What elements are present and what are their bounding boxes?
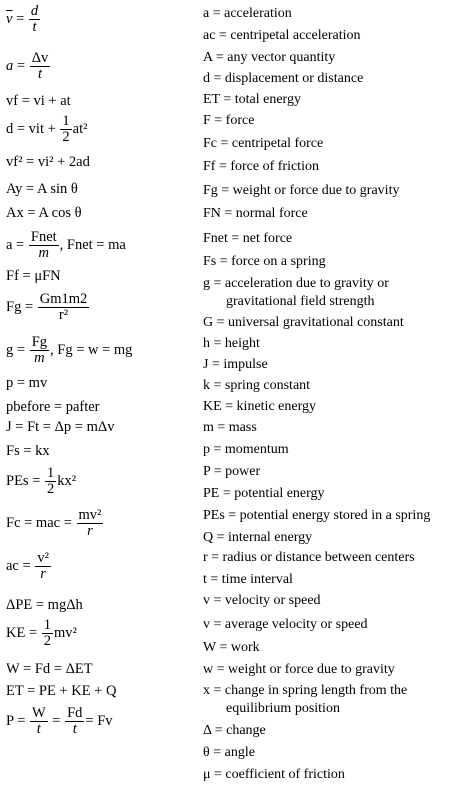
definition-item: A = any vector quantity — [203, 50, 336, 65]
definition-item-continuation: gravitational field strength — [226, 294, 375, 309]
eq-work: W = Fd = ΔET — [6, 661, 93, 677]
eq-displacement: d = vit + $\frac{1}{2}$ at² — [6, 113, 88, 146]
definition-item: r = radius or distance between centers — [203, 550, 415, 565]
definition-item: g = acceleration due to gravity or — [203, 276, 389, 291]
eq-final-velocity-squared: vf² = vi² + 2ad — [6, 154, 90, 170]
definition-item: Q = internal energy — [203, 530, 313, 545]
eq-potential-energy-change: ΔPE = mgΔh — [6, 597, 83, 613]
definition-item: x = change in spring length from the — [203, 683, 408, 698]
definition-item: PEs = potential energy stored in a spring — [203, 508, 431, 523]
definition-item: ac = centripetal acceleration — [203, 28, 361, 43]
eq-total-energy: ET = PE + KE + Q — [6, 683, 117, 699]
eq-newton-second-law: a = $\frac{\text{Fnet}}{m}$ , Fnet = ma — [6, 229, 126, 262]
eq-friction: Ff = μFN — [6, 268, 61, 284]
definition-item: d = displacement or distance — [203, 71, 364, 86]
definition-item: ET = total energy — [203, 92, 301, 107]
eq-power: P = $\frac{W}{t}$ = $\frac{Fd}{t}$ = Fv — [6, 705, 113, 738]
eq-final-velocity: vf = vi + at — [6, 93, 71, 109]
definition-item: F = force — [203, 113, 255, 128]
eq-spring-potential-energy: PEs = $\frac{1}{2}$ kx² — [6, 465, 77, 498]
definition-item: p = momentum — [203, 442, 289, 457]
definition-item: W = work — [203, 640, 260, 655]
definition-item: v = velocity or speed — [203, 593, 321, 608]
eq-average-velocity: $\overline{v}$ = $\frac{d}{t}$ — [6, 3, 39, 36]
eq-impulse: J = Ft = Δp = mΔv — [6, 419, 115, 435]
definition-item: v = average velocity or speed — [203, 617, 368, 632]
definition-item: Δ = change — [203, 723, 266, 738]
eq-gravitation: Fg = $\frac{Gm1m2}{\text{r²}}$ — [6, 291, 88, 324]
eq-vector-x-component: Ax = A cos θ — [6, 205, 82, 221]
eq-centripetal-force: Fc = mac = $\frac{\text{mv²}}{r}$ — [6, 507, 102, 540]
definition-item: Fc = centripetal force — [203, 136, 324, 151]
definition-item: m = mass — [203, 420, 257, 435]
definition-item: μ = coefficient of friction — [203, 767, 345, 782]
eq-kinetic-energy: KE = $\frac{1}{2}$ mv² — [6, 617, 77, 650]
eq-acceleration: a = $\frac{\Delta v}{t}$ — [6, 50, 49, 83]
definition-item: h = height — [203, 336, 260, 351]
definition-item: a = acceleration — [203, 6, 292, 21]
definition-item: Ff = force of friction — [203, 159, 319, 174]
definition-item: KE = kinetic energy — [203, 399, 316, 414]
definition-item: P = power — [203, 464, 261, 479]
eq-centripetal-acceleration: ac = $\frac{\text{v²}}{r}$ — [6, 550, 49, 583]
definition-item: w = weight or force due to gravity — [203, 662, 395, 677]
eq-gravitational-field: g = $\frac{Fg}{m}$ , Fg = w = mg — [6, 334, 133, 367]
eq-momentum: p = mv — [6, 375, 48, 391]
definition-item-continuation: equilibrium position — [226, 701, 340, 716]
definition-item: Fnet = net force — [203, 231, 293, 246]
definition-item: PE = potential energy — [203, 486, 325, 501]
definition-item: t = time interval — [203, 572, 293, 587]
eq-momentum-conservation: pbefore = pafter — [6, 399, 100, 415]
eq-spring-force: Fs = kx — [6, 443, 50, 459]
definition-item: G = universal gravitational constant — [203, 315, 404, 330]
eq-vector-y-component: Ay = A sin θ — [6, 181, 78, 197]
definition-item: Fg = weight or force due to gravity — [203, 183, 400, 198]
definition-item: J = impulse — [203, 357, 268, 372]
definition-item: θ = angle — [203, 745, 255, 760]
definition-item: k = spring constant — [203, 378, 311, 393]
definition-item: FN = normal force — [203, 206, 308, 221]
definition-item: Fs = force on a spring — [203, 254, 326, 269]
